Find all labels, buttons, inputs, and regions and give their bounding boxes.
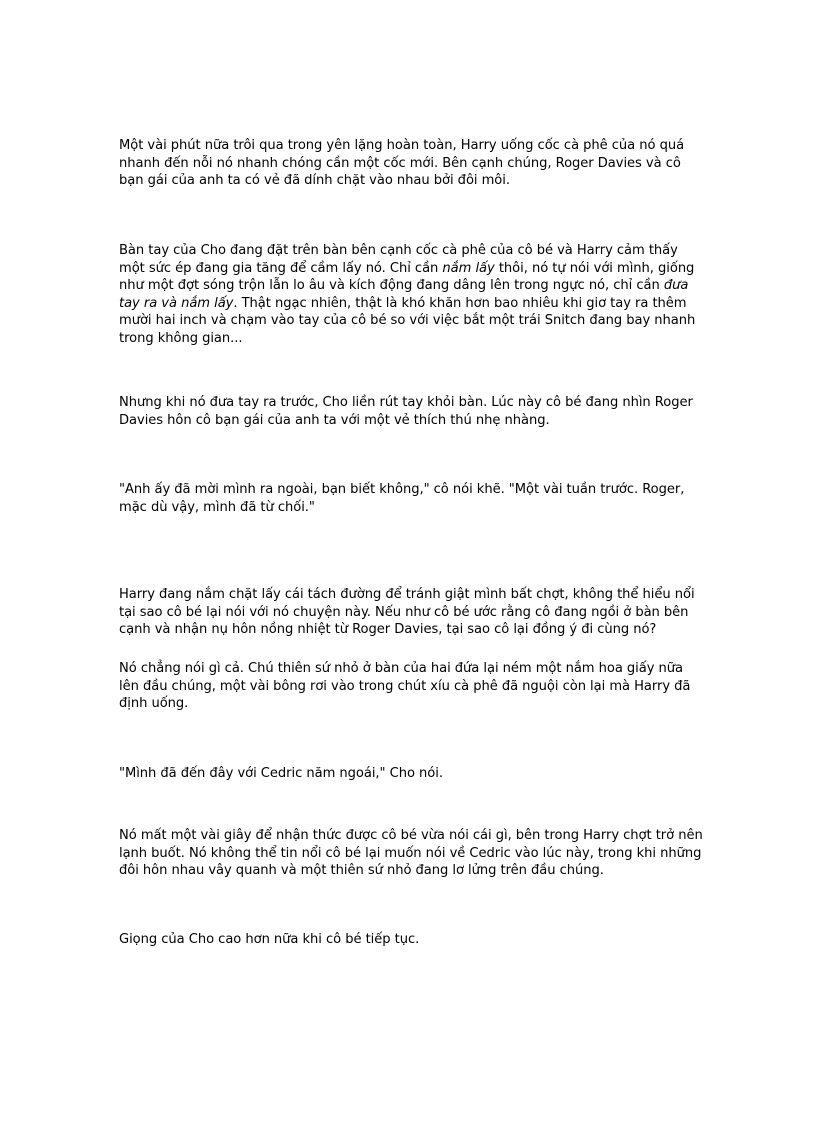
- paragraph-4: [119, 481, 704, 516]
- paragraph-3: [119, 394, 704, 429]
- paragraph-2-text-a: Bàn tay của Cho đang đặt trên bàn bên cạnh cốc cà phê của cô bé và Harry cảm thấy một sức ép đang gia tăng để cầm lấy nó. Chỉ cần: [119, 243, 678, 276]
- paragraph-4-text: "Anh ấy đã mời mình ra ngoài, bạn biết không," cô nói khẽ. "Một vài tuần trước. Roger, mặc dù vậy, mình đã từ chối.": [119, 482, 685, 515]
- paragraph-1: [119, 137, 704, 190]
- paragraph-6-text: Nó chẳng nói gì cả. Chú thiên sứ nhỏ ở bàn của hai đứa lại ném một nắm hoa giấy nữa lên đầu chúng, một vài bông rơi vào trong chút xíu cà phê đã nguội còn lại mà Harry đã định uống.: [119, 661, 691, 711]
- paragraph-2: [119, 242, 704, 347]
- paragraph-1-text: Một vài phút nữa trôi qua trong yên lặng hoàn toàn, Harry uống cốc cà phê của nó quá nhanh đến nỗi nó nhanh chóng cần một cốc mới. Bên cạnh chúng, Roger Davies và cô bạn gái của anh ta có vẻ đã dính chặt vào nhau bởi đôi môi.: [119, 138, 685, 188]
- paragraph-7-text: "Mình đã đến đây với Cedric năm ngoái," Cho nói.: [119, 766, 443, 781]
- paragraph-3-text: Nhưng khi nó đưa tay ra trước, Cho liền rút tay khỏi bàn. Lúc này cô bé đang nhìn Roger Davies hôn cô bạn gái của anh ta với một vẻ thích thú nhẹ nhàng.: [119, 395, 693, 428]
- paragraph-9: [119, 931, 704, 949]
- paragraph-8-text: Nó mất một vài giây để nhận thức được cô bé vừa nói cái gì, bên trong Harry chợt trở nên lạnh buốt. Nó không thể tin nổi cô bé lại muốn nói về Cedric vào lúc này, trong khi những đôi hôn nhau vây quanh và một thiên sứ nhỏ đang lơ lửng trên đầu chúng.: [119, 828, 703, 878]
- paragraph-8: [119, 827, 704, 880]
- paragraph-2-text-e: . Thật ngạc nhiên, thật là khó khăn hơn bao nhiêu khi giơ tay ra thêm mười hai inch và chạm vào tay của cô bé so với việc bắt một trái Snitch đang bay nhanh trong không gian...: [119, 295, 696, 346]
- paragraph-5-text: Harry đang nắm chặt lấy cái tách đường để tránh giật mình bất chợt, không thể hiểu nổi tại sao cô bé lại nói với nó chuyện này. Nếu như cô bé ước rằng cô đang ngồi ở bàn bên cạnh và nhận nụ hôn nồng nhiệt từ Roger Davies, tại sao cô lại đồng ý đi cùng nó?: [119, 587, 695, 637]
- paragraph-2-emphasis-1: nắm lấy: [442, 260, 495, 276]
- paragraph-2-text-c: thôi, nó tự nói với mình, giống như một đợt sóng trộn lẫn lo âu và kích động đang dâng lên trong ngực nó, chỉ cần: [119, 260, 695, 293]
- paragraph-2-emphasis-2: đưa tay ra và nắm lấy: [119, 278, 689, 311]
- paragraph-9-text: Giọng của Cho cao hơn nữa khi cô bé tiếp tục.: [119, 932, 420, 947]
- paragraph-7: [119, 765, 704, 783]
- paragraph-5: [119, 586, 704, 639]
- paragraph-6: [119, 660, 704, 713]
